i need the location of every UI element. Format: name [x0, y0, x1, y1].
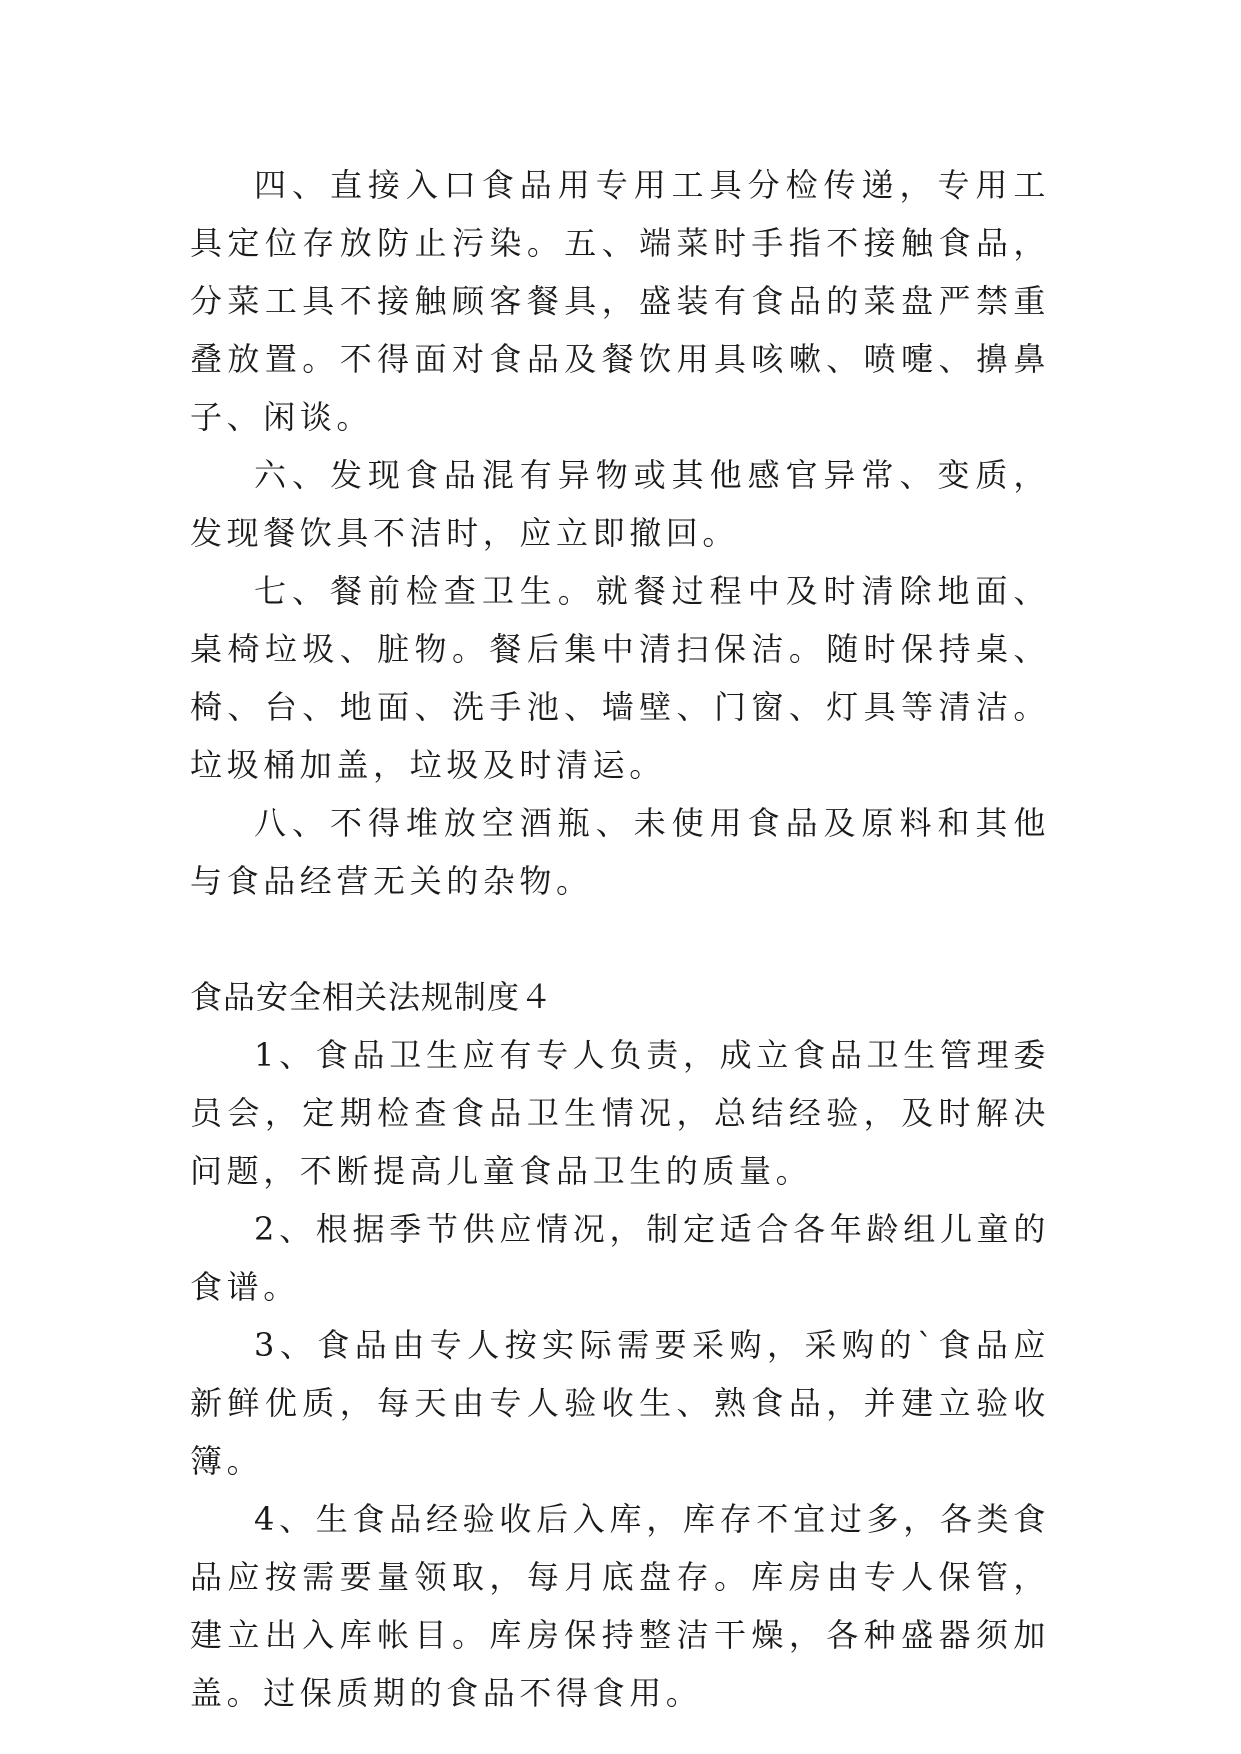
rule-item-4: 4、生食品经验收后入库，库存不宜过多，各类食品应按需要量领取，每月底盘存。库房由专人保管，建立出入库帐目。库房保持整洁干燥，各种盛器须加盖。过保质期的食品不得食用。	[190, 1500, 1050, 1712]
rule-item-3: 3、食品由专人按实际需要采购，采购的`食品应新鲜优质，每天由专人验收生、熟食品，并建立验收簿。	[190, 1326, 1050, 1480]
paragraph-item-8: 八、不得堆放空酒瓶、未使用食品及原料和其他与食品经营无关的杂物。	[190, 804, 1050, 900]
rule-item-2: 2、根据季节供应情况，制定适合各年龄组儿童的食谱。	[190, 1210, 1050, 1306]
paragraph-item-4: 四、直接入口食品用专用工具分检传递，专用工具定位存放防止污染。五、端菜时手指不接触食品，分菜工具不接触顾客餐具，盛装有食品的菜盘严禁重叠放置。不得面对食品及餐饮用具咳嗽、喷嚏、擤鼻子、闲谈。	[190, 166, 1050, 436]
rule-item-1: 1、食品卫生应有专人负责，成立食品卫生管理委员会，定期检查食品卫生情况，总结经验，及时解决问题，不断提高儿童食品卫生的质量。	[190, 1036, 1050, 1190]
document-body	[190, 156, 1050, 1722]
section-title: 食品安全相关法规制度４	[190, 978, 554, 1016]
paragraph-item-6: 六、发现食品混有异物或其他感官异常、变质，发现餐饮具不洁时，应立即撤回。	[190, 456, 1050, 552]
paragraph-item-7: 七、餐前检查卫生。就餐过程中及时清除地面、桌椅垃圾、脏物。餐后集中清扫保洁。随时保持桌、椅、台、地面、洗手池、墙壁、门窗、灯具等清洁。垃圾桶加盖，垃圾及时清运。	[190, 572, 1050, 784]
